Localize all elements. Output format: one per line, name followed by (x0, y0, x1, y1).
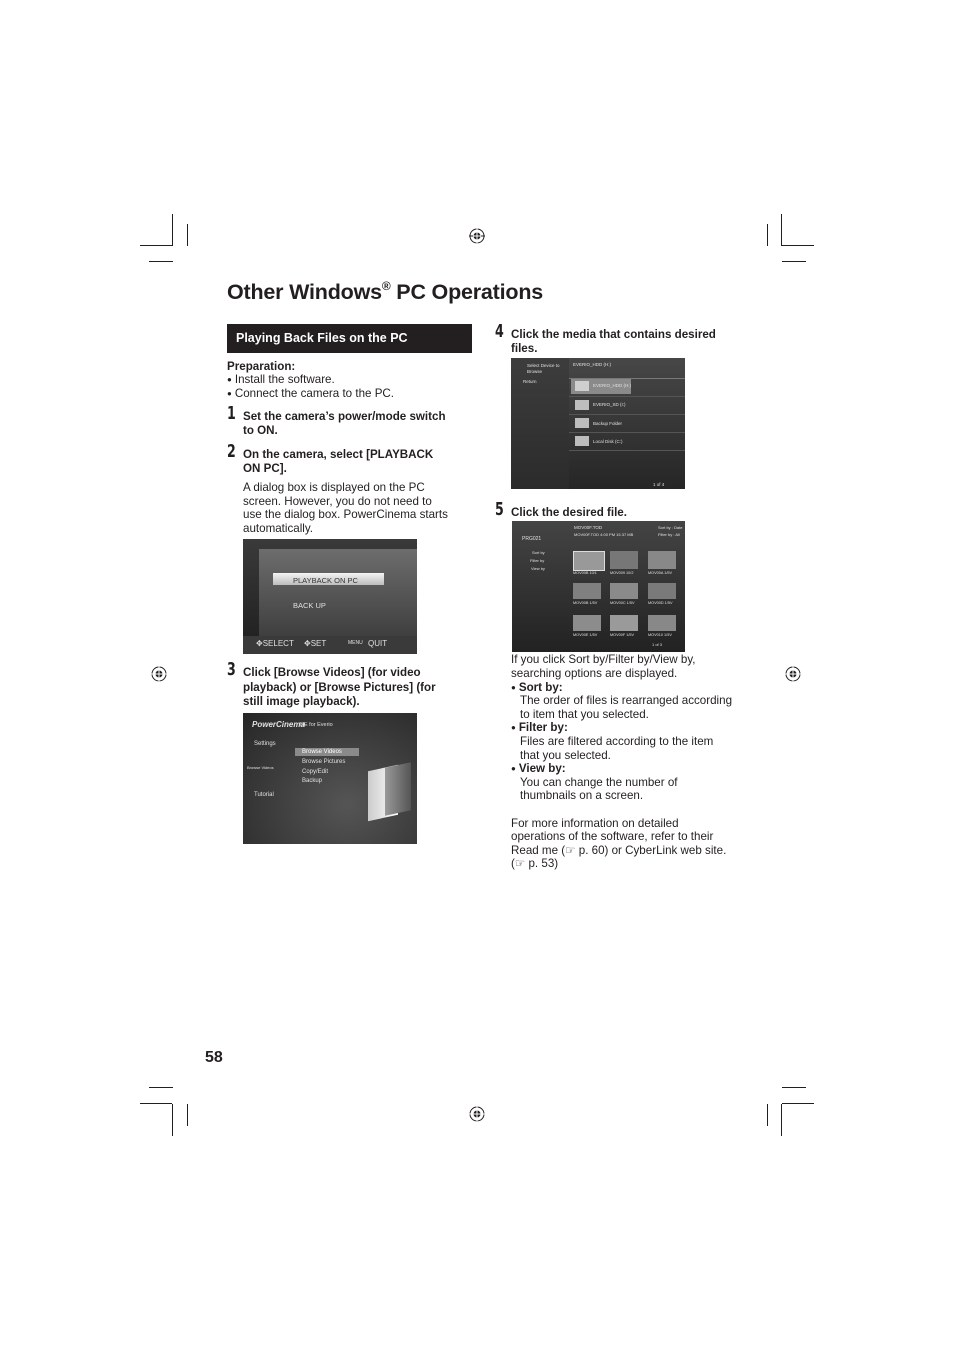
option-label: ● Filter by: (511, 721, 568, 735)
return-button: Return (523, 379, 537, 384)
menu-item-playback-on-pc: PLAYBACK ON PC (293, 576, 358, 585)
step-number: 1 (227, 403, 236, 424)
sort-by-option: Sort by (532, 550, 545, 555)
thumbnail-label: MOV00C 1/5V (610, 601, 635, 605)
filter-by-option: Filter by (530, 558, 545, 563)
thumbnail-label: MOV00A 1/5V (648, 571, 673, 575)
thumbnail-label: MOV009 10/2 (610, 571, 634, 575)
option-desc: thumbnails on a screen. (520, 789, 644, 802)
step-number: 5 (495, 499, 504, 520)
registration-mark-icon (785, 666, 801, 682)
preparation-item: ● Install the software. (227, 373, 335, 387)
thumbnail-label: MOV00D 1/5V (648, 601, 673, 605)
body-text: operations of the software, refer to their (511, 830, 714, 843)
preparation-item: ● Connect the camera to the PC. (227, 387, 394, 401)
registration-mark-icon (469, 228, 485, 244)
option-desc: that you selected. (520, 749, 611, 762)
step-text: Click the desired file. (511, 506, 627, 519)
step-body: use the dialog box. PowerCinema starts (243, 508, 448, 521)
registration-mark-icon (151, 666, 167, 682)
quit-hint: QUIT (368, 639, 388, 648)
preparation-label: Preparation: (227, 360, 296, 373)
registration-mark-icon (469, 1106, 485, 1122)
thumbnail-label: MOV010 1/5V (648, 633, 672, 637)
step-text: files. (511, 342, 538, 355)
select-hint: ✥SELECT (256, 639, 294, 648)
body-text: Read me (☞ p. 60) or CyberLink web site. (511, 844, 727, 857)
menu-hint: MENU (348, 640, 363, 646)
option-desc: The order of files is rearranged according (520, 694, 733, 707)
step-text: Click the media that contains desired (511, 328, 716, 341)
step-text: Set the camera’s power/mode switch (243, 410, 446, 423)
page-title: Other Windows® PC Operations (227, 279, 544, 304)
set-hint: ✥SET (304, 639, 327, 648)
option-label: ● View by: (511, 762, 566, 776)
device-item: EVERIO_HDD (H:) (593, 383, 632, 388)
device-item: EVERIO_SD (I:) (593, 402, 626, 407)
settings-label: Settings (254, 741, 276, 747)
device-item: Local Disk (C:) (593, 439, 623, 444)
thumbnail-label: MOV00F 1/5V (610, 633, 635, 637)
thumbnail-label: MOV00B 10/1 (573, 571, 597, 575)
menu-browse-pictures: Browse Pictures (302, 759, 346, 765)
step-body: A dialog box is displayed on the PC (243, 481, 425, 494)
body-text: For more information on detailed (511, 817, 679, 830)
screenshot-playback-dialog (243, 539, 417, 654)
powercinema-logo: PowerCinema (252, 720, 305, 729)
step-text: to ON. (243, 424, 278, 437)
menu-item-back-up: BACK UP (293, 601, 326, 610)
section-header: Playing Back Files on the PC (227, 324, 472, 353)
step-text: ON PC]. (243, 462, 287, 475)
option-label: ● Sort by: (511, 681, 563, 695)
body-text: If you click Sort by/Filter by/View by, (511, 653, 696, 666)
body-text: searching options are displayed. (511, 667, 678, 680)
option-desc: You can change the number of (520, 776, 678, 789)
thumbnail-label: MOV00E 1/5V (573, 633, 598, 637)
step-text: On the camera, select [PLAYBACK (243, 448, 434, 461)
step-body: screen. However, you do not need to (243, 495, 432, 508)
screenshot-powercinema: PowerCinema NE for Everio Settings Browse Videos Tutorial Browse Videos Browse Pictures Copy/Edit Backup (243, 713, 417, 844)
menu-browse-videos: Browse Videos (302, 749, 342, 755)
tutorial-label: Tutorial (254, 792, 274, 798)
step-text: playback) or [Browse Pictures] (for (243, 681, 436, 694)
step-body: automatically. (243, 522, 314, 535)
thumbnail-label: MOV00B 1/5V (573, 601, 598, 605)
screenshot-file-browser: MOV00F.TOD MOV00F.TOD 4:00 PM 15.37 MB PRG021 Sort by : Date Filter by : All Sort by Filter by View by MOV00B 10/1 MOV009 10/2 MOV00A 1/5V MOV00B 1/5V MOV00C 1/5V MOV00D 1/5V MOV00E 1/5V MOV00F 1/5V MOV010 1/5V 1 of 3 (512, 521, 685, 652)
device-item: Backup Folder (593, 421, 623, 426)
option-desc: Files are filtered according to the item (520, 735, 714, 748)
step-number: 2 (227, 441, 236, 462)
view-by-option: View by (531, 566, 545, 571)
menu-copy-edit: Copy/Edit (302, 769, 329, 775)
step-text: Click [Browse Videos] (for video (243, 666, 421, 679)
page-number: 58 (205, 1049, 223, 1066)
menu-backup: Backup (302, 778, 323, 784)
option-desc: to item that you selected. (520, 708, 649, 721)
screenshot-device-select: Select Device to Browse EVERIO_HDD (H:) Return EVERIO_HDD (H:) EVERIO_SD (I:) Backup Folder Local Disk (C:) 1 of 4 (511, 358, 685, 489)
body-text: (☞ p. 53) (511, 857, 559, 870)
step-number: 4 (495, 321, 504, 342)
step-text: still image playback). (243, 695, 360, 708)
step-number: 3 (227, 659, 236, 680)
